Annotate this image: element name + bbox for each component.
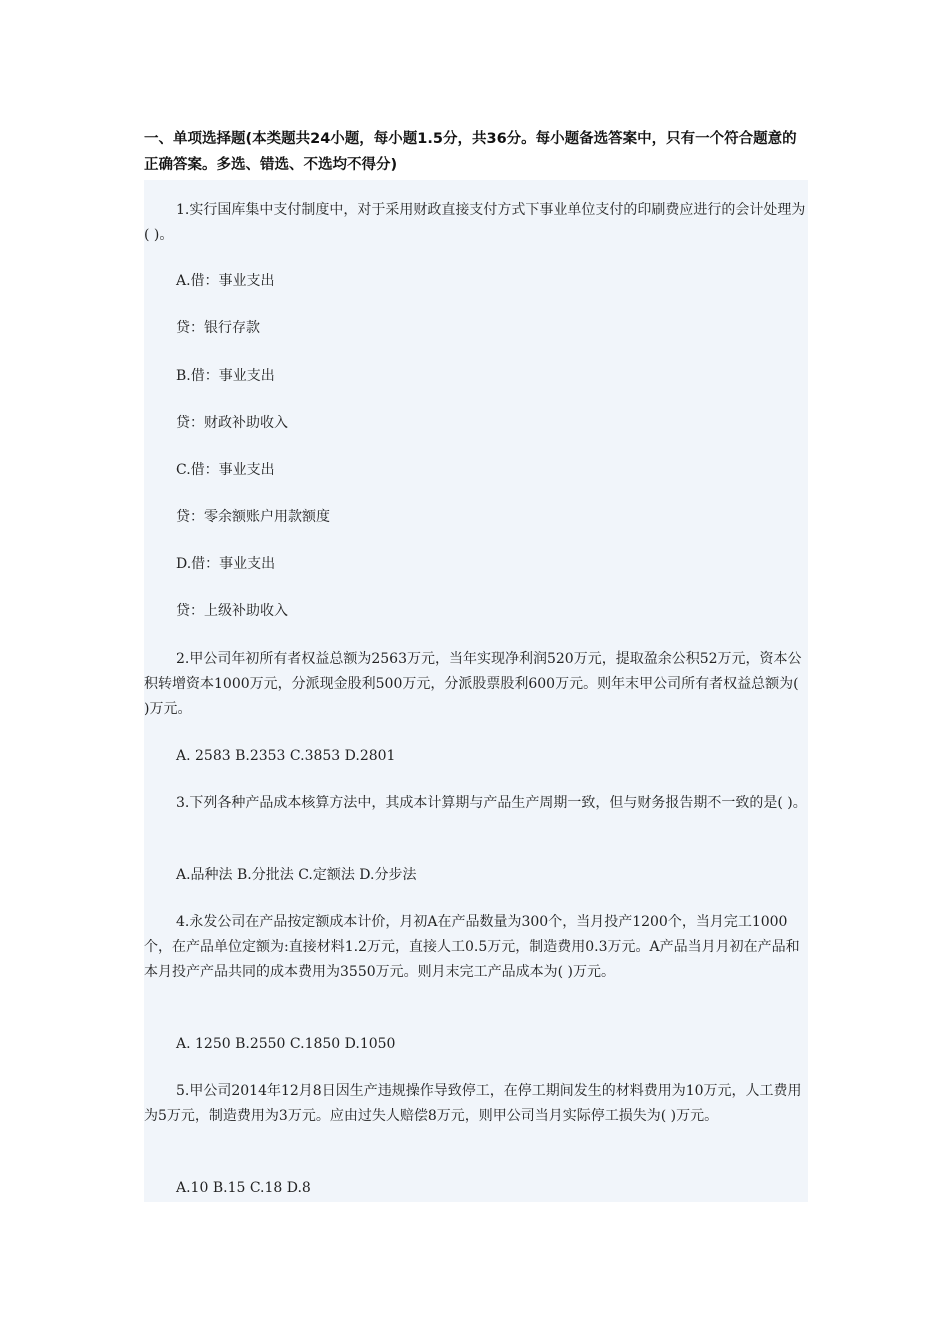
question-5-options: A.10 B.15 C.18 D.8 — [176, 1180, 311, 1196]
question-2-stem: 2.甲公司年初所有者权益总额为2563万元，当年实现净利润520万元，提取盈余公积52万元，资本公积转增资本1000万元，分派现金股利500万元，分派股票股利600万元。则年末甲公司所有者权益总额为( )万元。 — [144, 651, 802, 717]
question-1-stem: 1.实行国库集中支付制度中，对于采用财政直接支付方式下事业单位支付的印刷费应进行的会计处理为( )。 — [144, 202, 806, 243]
question-4-stem: 4.永发公司在产品按定额成本计价，月初A在产品数量为300个，当月投产1200个，当月完工1000个，在产品单位定额为:直接材料1.2万元，直接人工0.5万元，制造费用0.3万元。A产品当月月初在产品和本月投产产品共同的成本费用为3550万元。则月末完工产品成本为( )万元。 — [144, 914, 800, 980]
question-1-option-b: B.借：事业支出 — [176, 368, 275, 384]
question-1-option-c-credit: 贷：零余额账户用款额度 — [176, 509, 330, 525]
question-1-option-a: A.借：事业支出 — [176, 273, 275, 289]
question-1-option-a-credit: 贷：银行存款 — [176, 320, 260, 336]
question-1-option-d-credit: 贷：上级补助收入 — [176, 603, 288, 619]
question-3-options: A.品种法 B.分批法 C.定额法 D.分步法 — [176, 867, 417, 883]
question-2-options: A. 2583 B.2353 C.3853 D.2801 — [176, 748, 396, 764]
question-1-option-c: C.借：事业支出 — [176, 462, 275, 478]
question-5-stem: 5.甲公司2014年12月8日因生产违规操作导致停工，在停工期间发生的材料费用为10万元，人工费用为5万元，制造费用为3万元。应由过失人赔偿8万元，则甲公司当月实际停工损失为( )万元。 — [144, 1083, 802, 1124]
question-1-option-b-credit: 贷：财政补助收入 — [176, 415, 288, 431]
question-content-area — [144, 180, 808, 1202]
question-4-options: A. 1250 B.2550 C.1850 D.1050 — [176, 1036, 396, 1052]
question-3-stem: 3.下列各种产品成本核算方法中，其成本计算期与产品生产周期一致，但与财务报告期不一致的是( )。 — [176, 795, 807, 811]
section-header: 一、单项选择题(本类题共24小题，每小题1.5分，共36分。每小题备选答案中，只有一个符合题意的正确答案。多选、错选、不选均不得分) — [144, 131, 797, 173]
question-1-option-d: D.借：事业支出 — [176, 556, 276, 572]
